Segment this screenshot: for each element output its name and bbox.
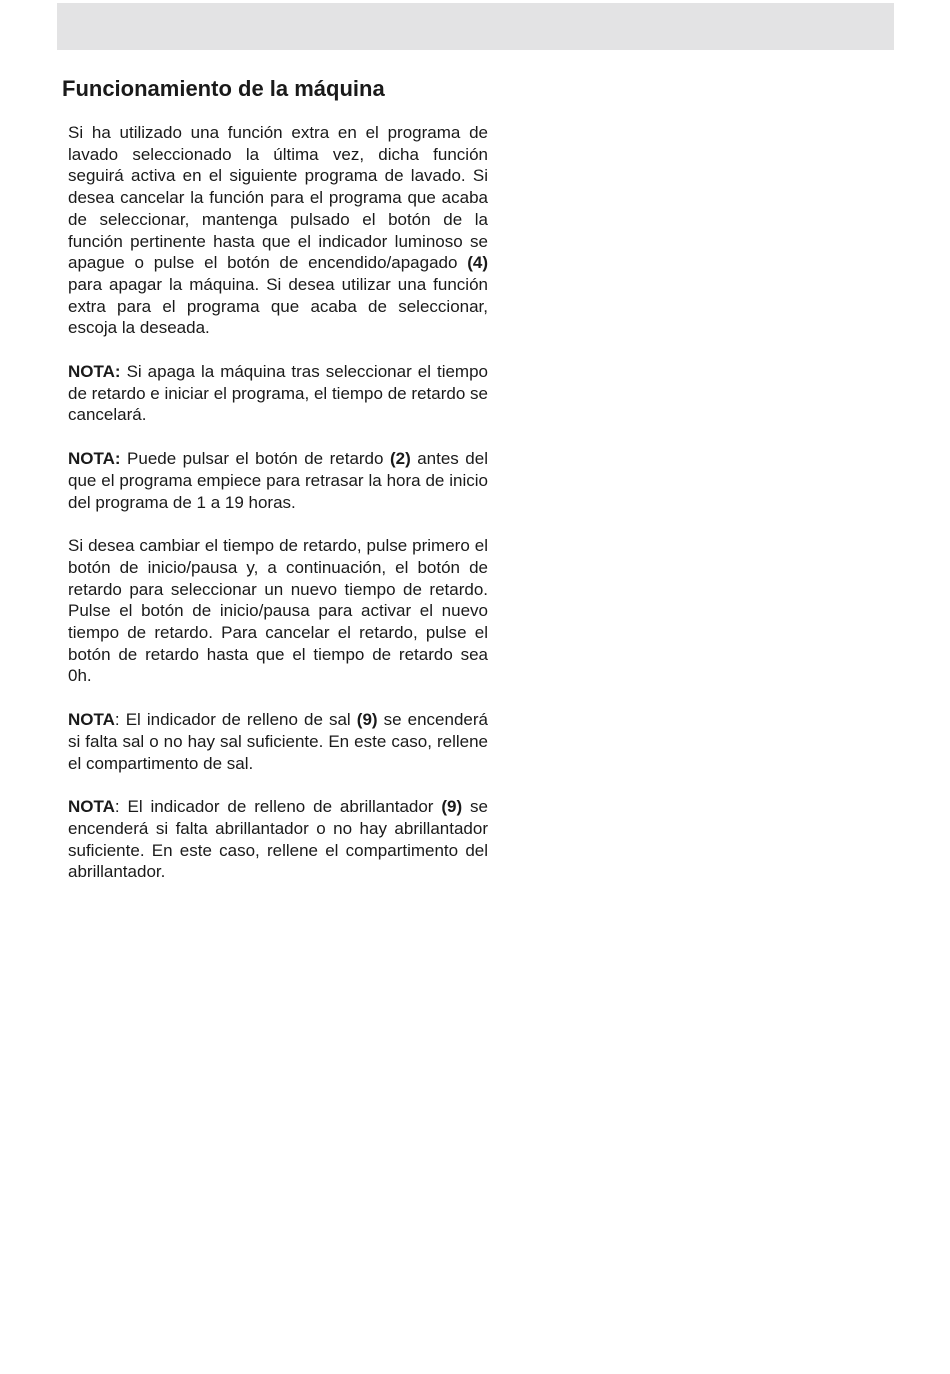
note-rinse-aid-indicator [68, 796, 488, 883]
paragraph-text: : El indicador de relleno de abrillantador [114, 797, 442, 817]
note-salt-indicator [68, 709, 488, 774]
paragraph-text: Si apaga la máquina tras seleccionar el tiempo de retardo e iniciar el programa, el tiempo de retardo se cancelará. [68, 362, 488, 425]
paragraph-text: se encenderá si falta sal o no hay sal suficiente. En este caso, rellene el compartimento de sal. [68, 710, 488, 773]
note-delay-cancel [68, 361, 488, 426]
paragraph-text: Si desea cambiar el tiempo de retardo, pulse primero el botón de inicio/pausa y, a continuación, el botón de retardo para seleccionar un nuevo tiempo de retardo. Pulse el botón de inicio/pausa para activar el nuevo tiempo de retardo. Para cancelar el retardo, pulse el botón de retardo hasta que el tiempo de retardo sea 0h. [68, 536, 488, 686]
button-reference: (2) [389, 449, 411, 469]
paragraph-text: : El indicador de relleno de sal [114, 710, 357, 730]
paragraph-text: para apagar la máquina. Si desea utilizar una función extra para el programa que acaba de seleccionar, escoja la deseada. [68, 274, 488, 338]
indicator-reference: (9) [441, 797, 463, 817]
paragraph-text: Si ha utilizado una función extra en el programa de lavado seleccionado la última vez, dicha función seguirá activa en el siguiente programa de lavado. Si desea cancelar la función para el programa que acaba de seleccionar, mantenga pulsado el botón de la función pertinente hasta que el indicador luminoso se apague o pulse el botón de encendido/apagado [68, 123, 488, 273]
paragraph-extra-functions [68, 122, 488, 339]
note-label: NOTA [68, 710, 115, 730]
paragraph-text: antes del que el programa empiece para retrasar la hora de inicio del programa de 1 a 19 horas. [68, 449, 488, 512]
section-title: Funcionamiento de la máquina [62, 76, 385, 101]
button-reference: (4) [467, 253, 488, 273]
note-label: NOTA: [68, 362, 121, 382]
body-text [68, 122, 488, 905]
paragraph-change-delay [68, 535, 488, 687]
header-band [57, 3, 894, 50]
indicator-reference: (9) [356, 710, 378, 730]
paragraph-text: Puede pulsar el botón de retardo [120, 449, 390, 469]
note-label: NOTA: [68, 449, 121, 469]
note-delay-button [68, 448, 488, 513]
note-label: NOTA [68, 797, 115, 817]
paragraph-text: se encenderá si falta abrillantador o no hay abrillantador suficiente. En este caso, rellene el compartimento del abrillantador. [68, 797, 488, 882]
